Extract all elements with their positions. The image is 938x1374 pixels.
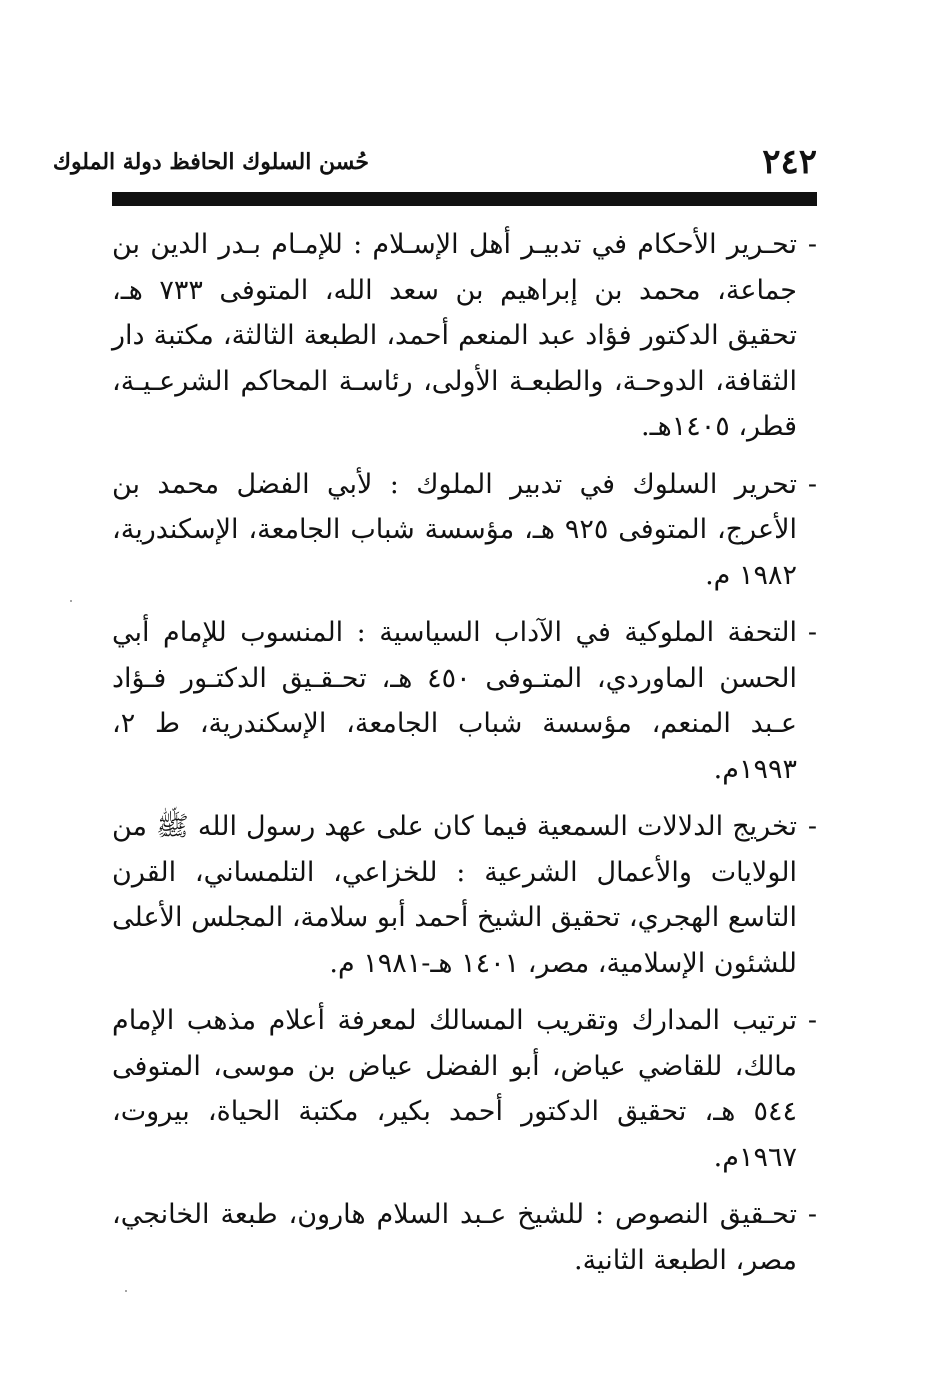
scan-speck bbox=[125, 1290, 127, 1292]
page-header bbox=[52, 140, 817, 184]
page-number: ٢٤٢ bbox=[762, 142, 817, 182]
entry-dash: - bbox=[807, 617, 817, 648]
bibliography-entry bbox=[112, 804, 817, 986]
entry-text: تخريج الدلالات السمعية فيما كان على عهد رسول الله ﷺ من الولايات والأعمال الشرعية : للخزاعي، التلمساني، القرن التاسع الهجري، تحقيق الشيخ أحمد أبو سلامة، المجلس الأعلى للشئون الإسلامية، مصر، ١٤٠١ هـ-١٩٨١ م. bbox=[112, 811, 797, 979]
running-title: حُسن السلوك الحافظ دولة الملوك bbox=[52, 149, 369, 175]
header-rule bbox=[112, 192, 817, 206]
entry-dash: - bbox=[807, 1199, 817, 1230]
entry-text: تحـرير الأحكام في تدبيـر أهل الإسـلام : للإمـام بـدر الدين بن جماعة، محمد بن إبراهيم بن سعد الله، المتوفى ٧٣٣ هـ، تحقيق الدكتور فؤاد عبد المنعم أحمد، الطبعة الثالثة، مكتبة دار الثقافة، الدوحـة، والطبعـة الأولى، رئاسـة المحاكم الشرعـيـة، قطر، ١٤٠٥هـ. bbox=[112, 229, 797, 442]
entry-dash: - bbox=[807, 1005, 817, 1036]
entry-dash: - bbox=[807, 811, 817, 842]
entry-text: تحـقيق النصوص : للشيخ عـبد السلام هارون، طبعة الخانجي، مصر، الطبعة الثانية. bbox=[112, 1199, 797, 1276]
entry-text: ترتيب المدارك وتقريب المسالك لمعرفة أعلام مذهب الإمام مالك، للقاضي عياض، أبو الفضل عياض بن موسى، المتوفى ٥٤٤ هـ، تحقيق الدكتور أحمد بكير، مكتبة الحياة، بيروت، ١٩٦٧م. bbox=[112, 1005, 797, 1173]
bibliography-entry bbox=[112, 998, 817, 1180]
bibliography-list bbox=[112, 222, 817, 1295]
entry-dash: - bbox=[807, 229, 817, 260]
bibliography-entry bbox=[112, 1192, 817, 1283]
scan-speck bbox=[70, 600, 72, 602]
entry-text: تحرير السلوك في تدبير الملوك : لأبي الفضل محمد بن الأعرج، المتوفى ٩٢٥ هـ، مؤسسة شباب الجامعة، الإسكندرية، ١٩٨٢ م. bbox=[112, 468, 797, 591]
bibliography-entry bbox=[112, 610, 817, 792]
bibliography-entry bbox=[112, 222, 817, 450]
entry-text: التحفة الملوكية في الآداب السياسية : المنسوب للإمام أبي الحسن الماوردي، المتـوفى ٤٥٠ هـ، تحـقـيق الدكتـور فـؤاد عـبد المنعم، مؤسسة شباب الجامعة، الإسكندرية، ط ٢، ١٩٩٣م. bbox=[112, 617, 798, 785]
bibliography-entry bbox=[112, 462, 817, 599]
entry-dash: - bbox=[807, 468, 817, 500]
